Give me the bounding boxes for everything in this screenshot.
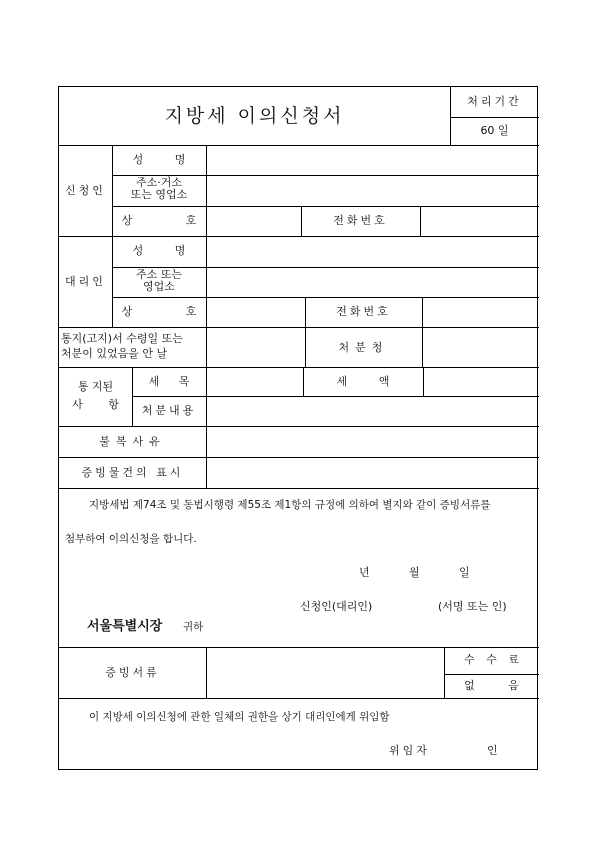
attachments-field[interactable] [207, 648, 444, 698]
applicant-phone-field[interactable] [421, 207, 539, 236]
authority-label: 처분청 [338, 341, 389, 354]
objection-reason-field[interactable] [207, 427, 539, 457]
processing-period-label: 처리기간 [467, 95, 522, 108]
evidence-field[interactable] [207, 458, 539, 488]
notice-date-label-line2: 처분이 있었음을 안 날 [61, 347, 168, 360]
rule [112, 145, 113, 327]
tax-item-field[interactable] [207, 368, 303, 396]
fee-value: 없 음 [464, 679, 519, 692]
applicant-signature-label: 신청인(대리인) [300, 600, 373, 613]
date-month: 월 [409, 566, 420, 579]
tax-item-label: 세 목 [148, 375, 190, 388]
form-title: 지방세 이의신청서 [164, 105, 345, 127]
disposition-field[interactable] [207, 397, 539, 426]
fee-label: 수 수 료 [464, 653, 519, 666]
period-divider [450, 117, 539, 118]
tax-amount-field[interactable] [424, 368, 539, 396]
applicant-address-field[interactable] [207, 176, 539, 206]
agent-section-label: 대리인 [65, 275, 106, 288]
authority-field[interactable] [423, 328, 539, 367]
declaration-line2: 첨부하여 이의신청을 합니다. [65, 533, 197, 545]
disposition-label: 처분내용 [141, 404, 197, 417]
delegation-text: 이 지방세 이의신청에 관한 일체의 권한을 상기 대리인에게 위임함 [89, 711, 390, 723]
seal-mark: 인 [487, 744, 498, 757]
applicant-trade-name-label: 상 호 [121, 214, 197, 227]
evidence-label: 증빙물건의 표시 [81, 466, 184, 479]
agent-address-label-line2: 영업소 [143, 280, 175, 293]
agent-trade-name-field[interactable] [207, 298, 305, 327]
delegator-label: 위임자 [389, 744, 430, 757]
agent-phone-label: 전화번호 [336, 305, 391, 318]
date-year: 년 [359, 566, 370, 579]
notified-section-label-line1: 통 지된 [77, 380, 114, 393]
agent-name-label: 성 명 [132, 244, 186, 257]
applicant-section-label: 신청인 [65, 184, 106, 197]
agent-name-field[interactable] [207, 237, 539, 267]
applicant-name-field[interactable] [207, 146, 539, 175]
rule [59, 488, 539, 489]
attachments-label: 증빙서류 [105, 666, 160, 679]
notice-date-field[interactable] [207, 328, 305, 367]
agent-phone-field[interactable] [423, 298, 539, 327]
date-day: 일 [459, 566, 470, 579]
applicant-phone-label: 전화번호 [333, 214, 388, 227]
recipient: 서울특별시장 [87, 619, 163, 634]
fee-divider [444, 674, 539, 675]
applicant-address-label-line2: 또는 영업소 [130, 188, 188, 201]
applicant-address-label-line1: 주소·거소 [135, 176, 182, 189]
processing-period-value: 60 일 [480, 124, 509, 137]
notified-section-label-line2: 사 항 [72, 398, 119, 411]
objection-form [58, 86, 538, 770]
rule [59, 698, 539, 699]
sign-or-seal-label: (서명 또는 인) [438, 600, 507, 613]
agent-address-label-line1: 주소 또는 [135, 268, 182, 281]
recipient-suffix: 귀하 [183, 621, 204, 633]
objection-reason-label: 불복사유 [99, 435, 166, 448]
notice-date-label-line1: 통지(고지)서 수령일 또는 [61, 332, 183, 345]
declaration-line1: 지방세법 제74조 및 동법시행령 제55조 제1항의 규정에 의하여 별지와 같이 증빙서류를 [89, 499, 491, 511]
tax-amount-label: 세 액 [336, 375, 390, 388]
applicant-trade-name-field[interactable] [207, 207, 301, 236]
applicant-name-label: 성 명 [132, 153, 186, 166]
agent-address-field[interactable] [207, 268, 539, 297]
agent-trade-name-label: 상 호 [121, 305, 197, 318]
